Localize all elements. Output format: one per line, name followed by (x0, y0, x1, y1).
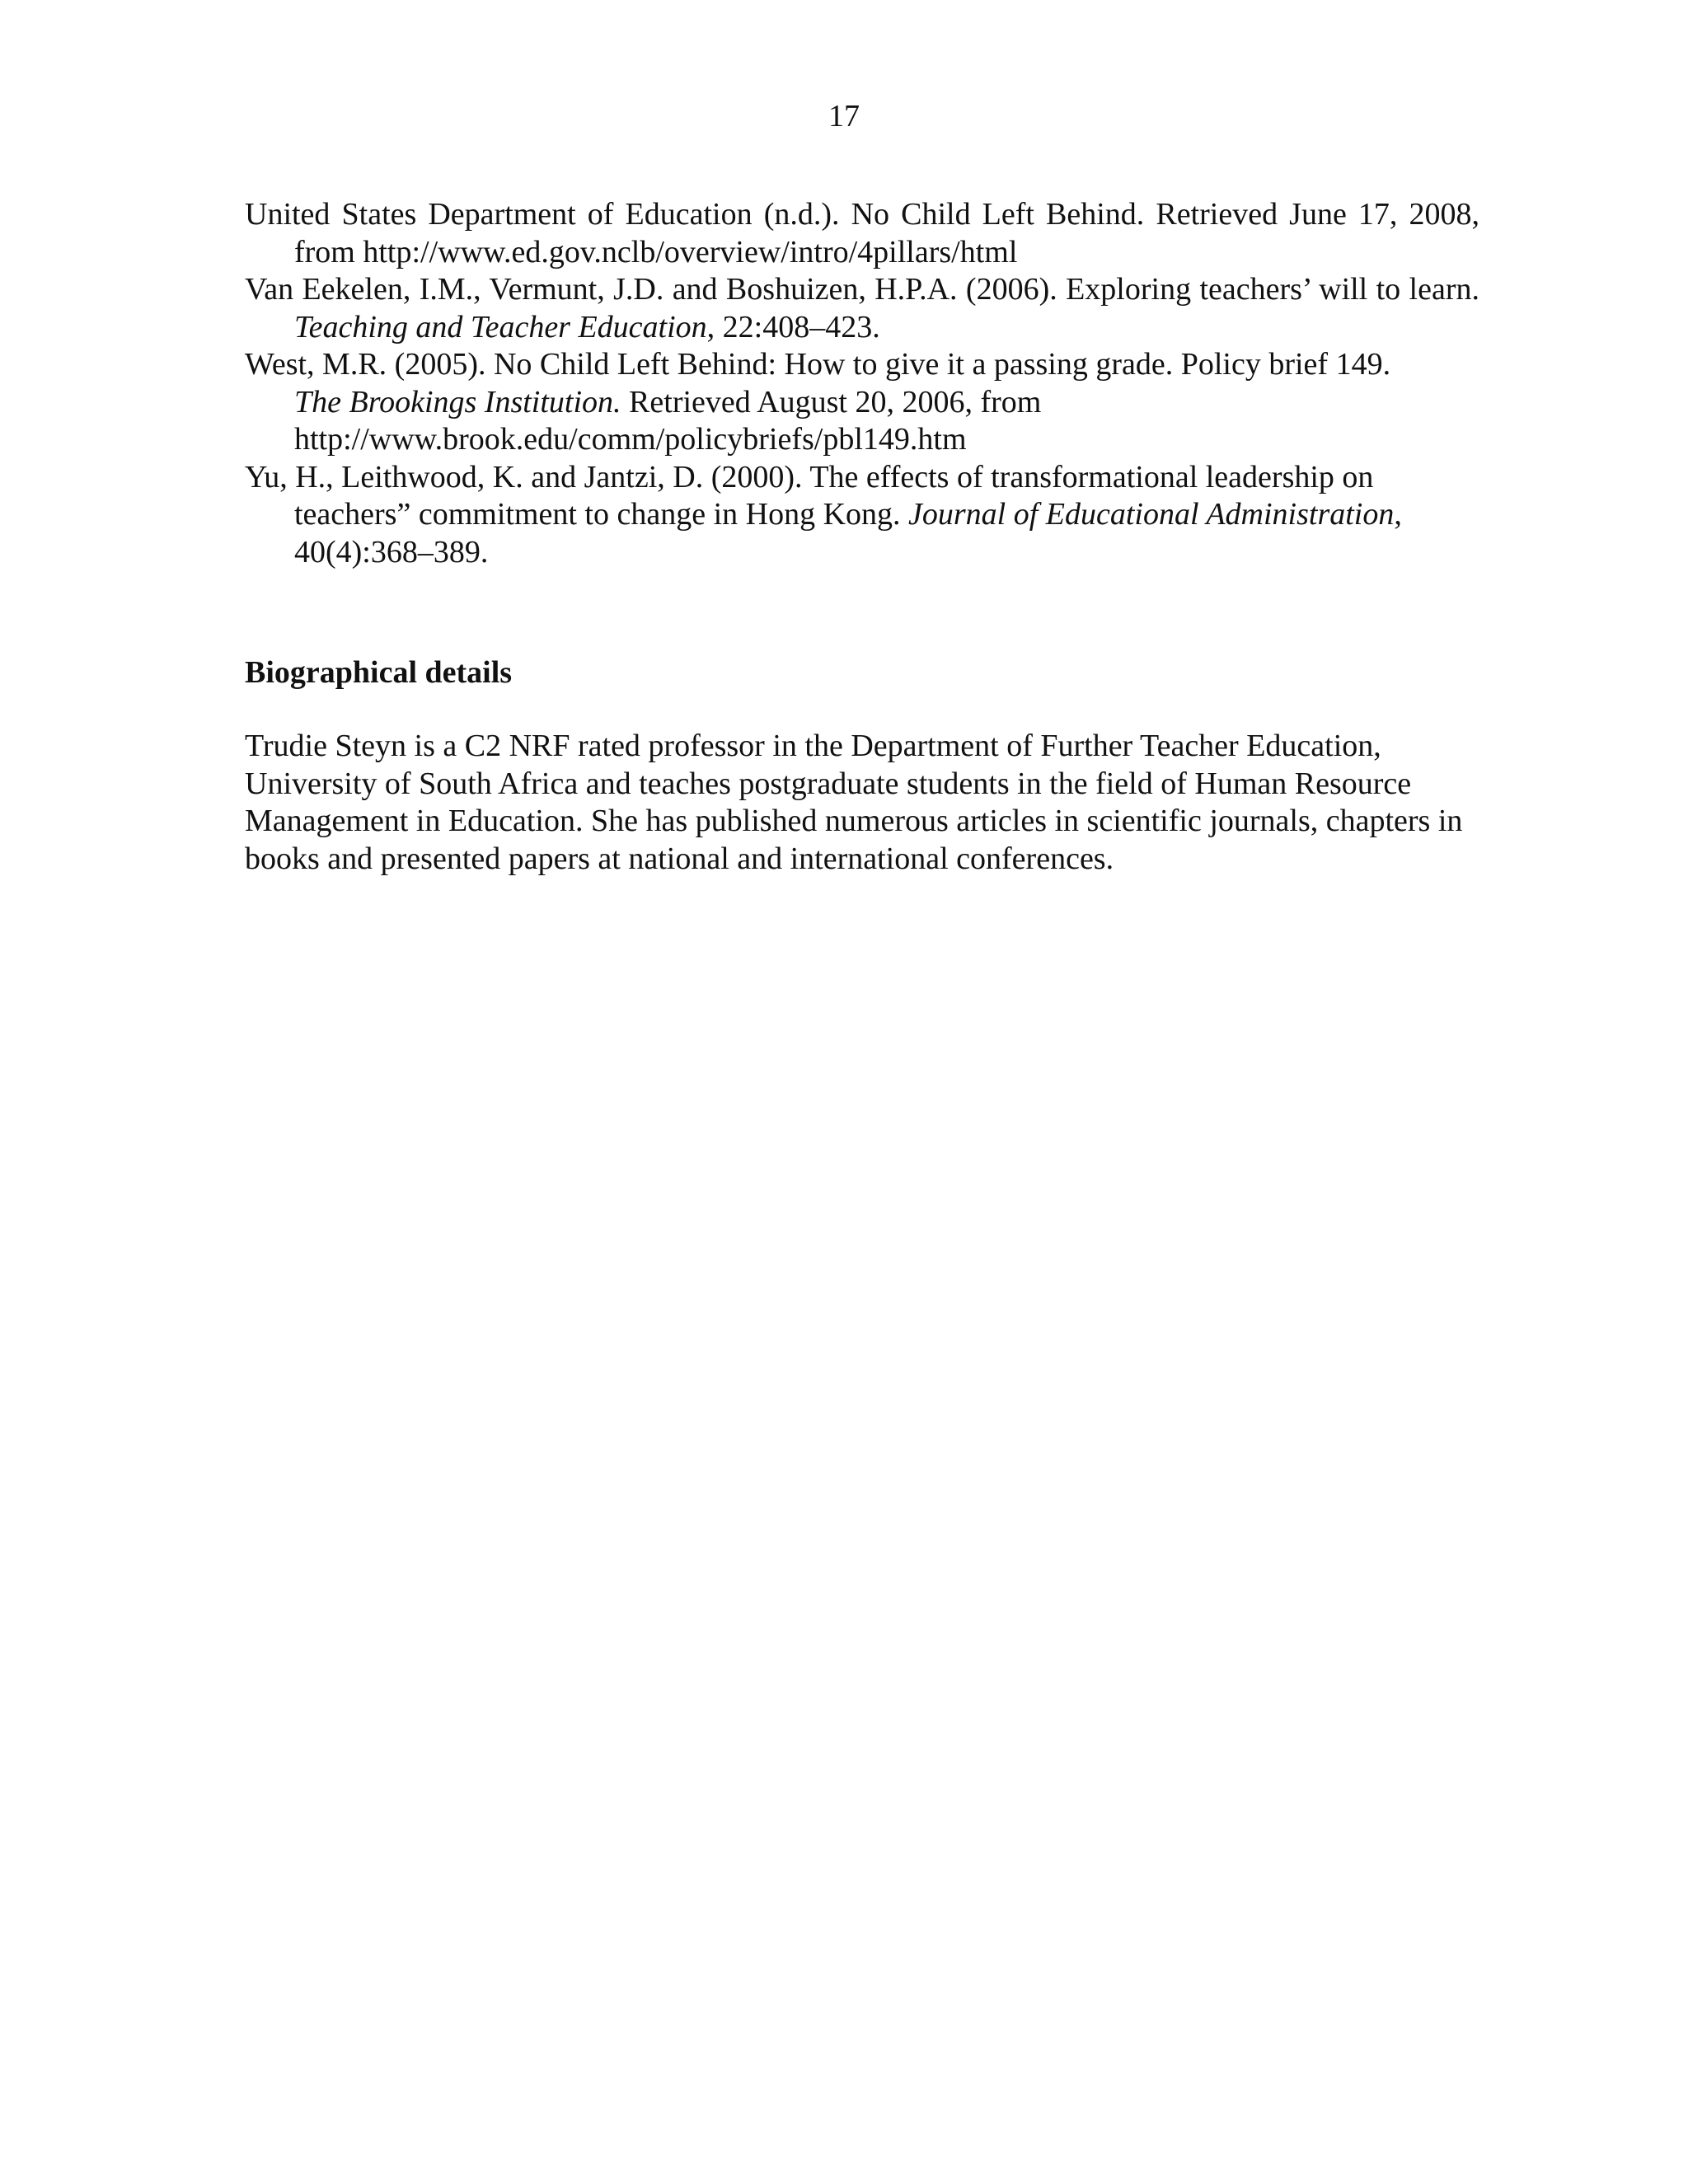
reference-url: http://www.brook.edu/comm/policybriefs/pbl149.htm (294, 422, 967, 457)
page-number: 17 (828, 99, 860, 134)
reference-text: Yu, H., Leithwood, K. and Jantzi, D. (2000). The effects of transformational leadership on teachers” commitment to change in Hong Kong. (245, 459, 1374, 532)
reference-text: West, M.R. (2005). No Child Left Behind: How to give it a passing grade. Policy brief 149. (245, 347, 1391, 382)
reference-entry (245, 196, 1479, 271)
biography-paragraph: Trudie Steyn is a C2 NRF rated professor in the Department of Further Teacher Education, University of South Africa and teaches postgraduate students in the field of Human Resource Management in Education. She has published numerous articles in scientific journals, chapters in books and presented papers at national and international conferences. (245, 729, 1463, 876)
reference-entry (245, 459, 1479, 572)
reference-publisher: The Brookings Institution. (294, 384, 621, 419)
reference-entry (245, 346, 1479, 459)
biographical-details-heading: Biographical details (245, 655, 513, 690)
reference-entry (245, 271, 1479, 346)
reference-retrieval: Retrieved August 20, 2006, from (621, 384, 1042, 419)
reference-list (245, 196, 1479, 571)
reference-citation: , 40(4):368–389. (294, 497, 1402, 569)
reference-citation: , 22:408–423. (706, 309, 880, 344)
page-content (245, 196, 1479, 878)
reference-text: Van Eekelen, I.M., Vermunt, J.D. and Boshuizen, H.P.A. (2006). Exploring teachers’ will to learn. (245, 272, 1479, 307)
reference-text: United States Department of Education (n.d.). No Child Left Behind. Retrieved June 17, 2008, from http://www.ed.gov.nclb/overview/intro/4pillars/html (245, 197, 1479, 269)
reference-journal-title: Teaching and Teacher Education (294, 309, 707, 344)
reference-journal-title: Journal of Educational Administration (908, 497, 1395, 532)
